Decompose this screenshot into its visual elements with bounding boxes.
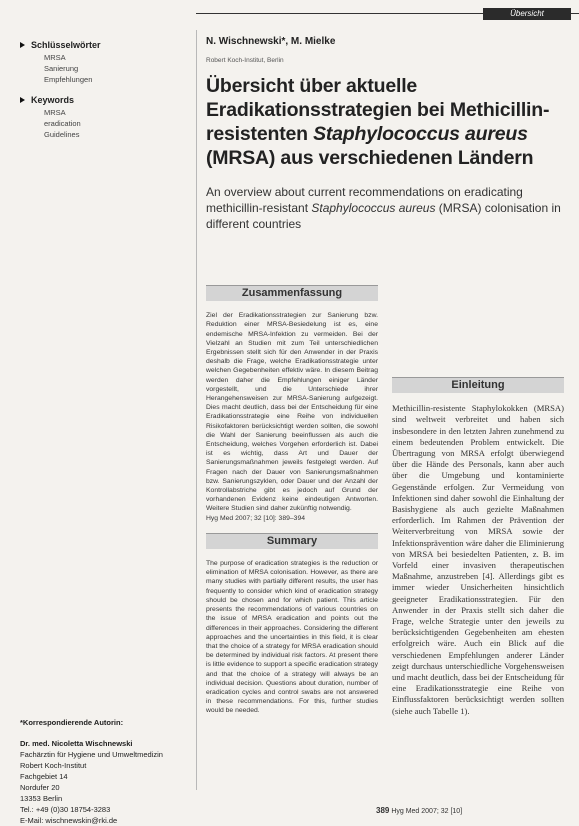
keyword-item: eradication <box>44 119 81 128</box>
summary-text: The purpose of eradication strategies is the reduction or elimination of MRSA colonisation. However, as there are many studies with partially different results, the user has frequently to consider which kind of eradication strategy should be chosen and for which patient. This article presents the recommendations of various countries on the issue of MRSA eradication and points out the differences in their approaches. Considering the different approaches and the uncertainties in this field, it is clear that the choice of a strategy for MRSA eradication should be determined by individual risk factors. At present there is little evidence to support a specific eradication strategy and that the choice of a strategy will always be an individual decision. Questions about duration, number of eradication cycles and control swabs are not answered in these recommendations. For this, further studies would be needed. <box>206 560 378 715</box>
article-subtitle: An overview about current recommendations on eradicating methicillin-resistant Staphylococcus aureus (MRSA) colonisation in different countries <box>206 185 561 231</box>
schluesselwoerter-heading: Schlüsselwörter <box>20 40 185 50</box>
keyword-item: MRSA <box>44 108 66 117</box>
top-bar <box>0 8 579 20</box>
schluesselwoerter-list <box>44 52 185 85</box>
keywords-heading: Keywords <box>20 95 185 105</box>
correspondence-heading: *Korrespondierende Autorin: <box>20 718 124 727</box>
einleitung-heading: Einleitung <box>392 377 564 393</box>
triangle-bullet-icon <box>20 42 25 48</box>
correspondence-line: Tel.: +49 (0)30 18754-3283 <box>20 805 111 814</box>
keyword-item: Sanierung <box>44 64 79 73</box>
section-tab: Übersicht <box>483 8 571 20</box>
affiliation: Robert Koch-Institut, Berlin <box>206 57 284 64</box>
summary-heading: Summary <box>206 533 378 549</box>
journal-ref: Hyg Med 2007; 32 [10] <box>391 808 463 815</box>
correspondence-line: Robert Koch-Institut <box>20 761 87 770</box>
authors: N. Wischnewski*, M. Mielke <box>206 36 336 47</box>
correspondence-line: Fachgebiet 14 <box>20 772 68 781</box>
correspondence-block <box>20 717 190 826</box>
zusammenfassung-text: Ziel der Eradikationsstrategien zur Sanierung bzw. Reduktion einer MRSA-Besiedelung ist es, eine endemische MRSA-Infektion zu vermeiden. Bei der Vielzahl an Studien mit zum Teil unterschiedlichen Ergebnissen stellt sich für den Anwender in der Praxis deshalb die Frage, welche Eradikationsstrategie unter welchen Gegebenheiten effektiv wäre. In diesem Beitrag werden daher die Empfehlungen einiger Länder vorgestellt, und die Unterschiede ihrer Herangehensweisen zur MRSA-Sanierung aufgezeigt. Dies macht deutlich, dass bei der Entscheidung für eine Eradikationsstrategie eine Reihe von individuellen Risikofaktoren berücksichtigt werden sollten, die sowohl die Wahl der Sanierung beeinflussen als auch die Entscheidung, welches Vorgehen erforderlich ist. Dabei ist es wichtig, dass Art und Dauer der Sanierungsmaßnahmen jeweils festgelegt werden. Auf Fragen nach der Dauer von Sanierungsmaßnahmen bzw. Sanierungszyklen, oder Dauer und der Anzahl der Kontrollabstriche gibt es jedoch auf Grund der vorhandenen Evidenz keine eindeutigen Antworten. Weitere Studien sind daher zukünftig notwendig. <box>206 312 378 513</box>
correspondence-name: Dr. med. Nicoletta Wischnewski <box>20 739 133 748</box>
keywords-list <box>44 107 185 140</box>
correspondence-line: 13353 Berlin <box>20 794 63 803</box>
correspondence-line: Fachärztin für Hygiene und Umweltmedizin <box>20 750 163 759</box>
article-header <box>206 36 564 232</box>
correspondence-email[interactable]: E-Mail: wischnewskin@rki.de <box>20 816 118 825</box>
einleitung-text: Methicillin-resistente Staphylokokken (MRSA) sind weltweit verbreitet und haben sich insbesondere in den letzten Jahren zunehmend zu einem bedeutenden Problem entwickelt. Die Übertragung von MRSA erfolgt überwiegend über die Hände des Personals, kann aber auch über die Umgebung und kontaminierte Gegenstände erfolgen. Zur Vermeidung von Infektionen sind daher sowohl die Einhaltung der Basishygiene als auch gezielte Maßnahmen erforderlich. Im Rahmen der Prävention der Weiterverbreitung von MRSA sowie der Infektionsprävention wäre daher die Eliminierung von MRSA bei besiedelten Patienten, z. B. im Vorfeld einer invasiven therapeutischen Maßnahme, anzustreben [4]. Allerdings gibt es immer wieder Unsicherheiten hinsichtlich geeigneter Eradikationsstrategien. Für den Anwender in der Praxis stellt sich daher die Frage, welche Strategie unter den jeweils zu berücksichtigenden Gegebenheiten am ehesten erfolgreich wäre. Auch ein Blick auf die verschiedenen Empfehlungen anderer Länder zeigt durchaus unterschiedliche Vorgehensweisen und macht deutlich, dass bei der Entscheidung für eine Eradikationsstrategie eine Reihe von Einflussfaktoren berücksichtigt werden sollten (siehe auch Tabelle 1). <box>392 403 564 716</box>
keyword-item: Empfehlungen <box>44 75 93 84</box>
left-column <box>206 285 378 715</box>
right-column <box>392 285 564 717</box>
article-title: Übersicht über aktuelle Eradikationsstrategien bei Methicillin- resistenten Staphylococcus aureus (MRSA) aus verschiedenen Ländern <box>206 75 550 169</box>
zusammenfassung-heading: Zusammenfassung <box>206 285 378 301</box>
keyword-item: Guidelines <box>44 130 80 139</box>
page-footer <box>376 806 462 815</box>
citation: Hyg Med 2007; 32 [10]: 389–394 <box>206 514 306 522</box>
correspondence-line: Nordufer 20 <box>20 783 60 792</box>
sidebar <box>20 40 185 150</box>
page-number: 389 <box>376 806 390 815</box>
triangle-bullet-icon <box>20 97 25 103</box>
column-separator <box>196 30 197 790</box>
keyword-item: MRSA <box>44 53 66 62</box>
